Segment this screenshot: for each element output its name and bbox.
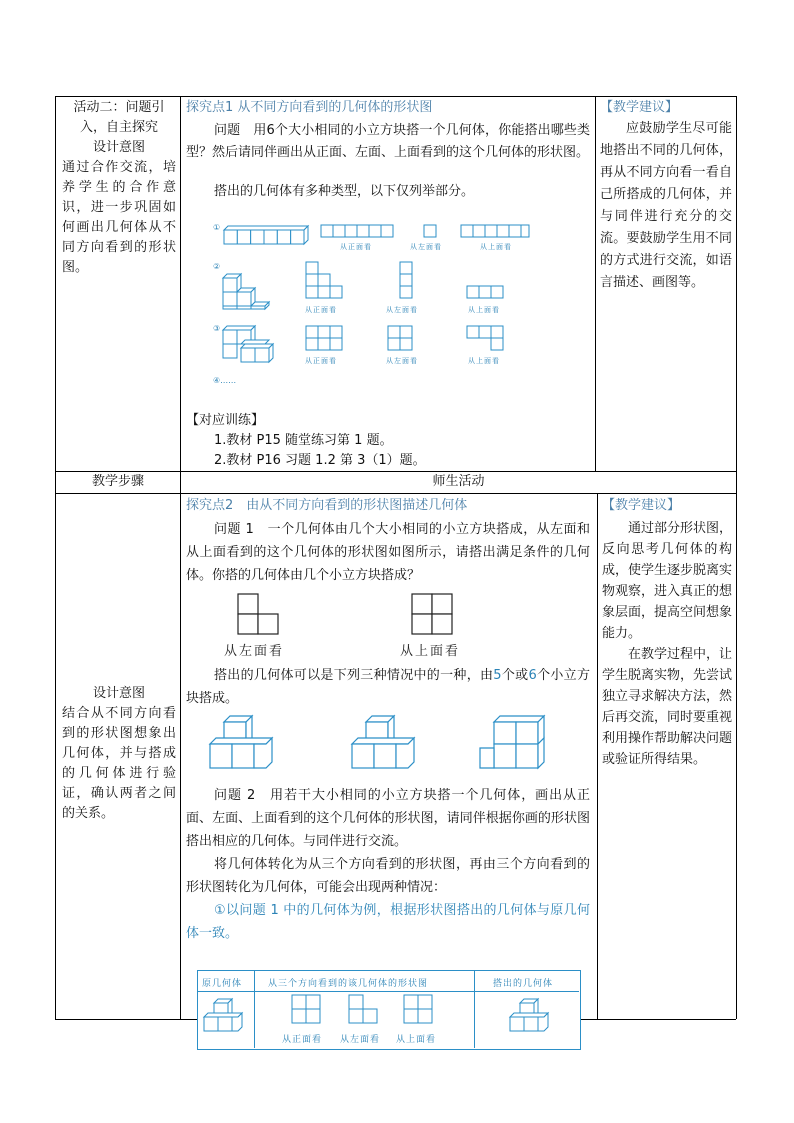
marker-3: ③ bbox=[213, 324, 221, 333]
view-caption-left-2: 从左面看 bbox=[386, 306, 418, 314]
answer-five: 5 bbox=[493, 668, 502, 683]
advice-title-2: 【教学建议】 bbox=[602, 498, 681, 513]
marker-2: ② bbox=[213, 262, 221, 271]
advice-title-1: 【教学建议】 bbox=[600, 100, 679, 115]
answer-pre: 搭出的几何体可以是下列三种情况中的一种，由 bbox=[214, 668, 494, 683]
practice-item-2: 2.教材 P16 习题 1.2 第 3（1）题。 bbox=[214, 453, 426, 468]
section-title-1: 探究点1 从不同方向看到的几何体的形状图 bbox=[186, 100, 433, 115]
inset-header-original: 原几何体 bbox=[202, 979, 243, 989]
header-steps: 教学步骤 bbox=[91, 474, 144, 489]
view-caption-left-1: 从左面看 bbox=[410, 243, 442, 251]
inset-caption-top: 从上面看 bbox=[396, 1035, 437, 1045]
q1-view-figures bbox=[230, 590, 480, 640]
design-intent-body: 通过合作交流，培养学生的合作意识，进一步巩固如何画出几何体从不同方向看到的形状图。 bbox=[62, 160, 176, 275]
activity-heading: 活动二：问题引入，自主探究 bbox=[73, 100, 165, 135]
problem-text: 问题 用6个大小相同的小立方块搭一个几何体，你能搭出哪些类型？然后请同伴画出从正面、左面、上面看到的这个几何体的形状图。 bbox=[186, 123, 590, 160]
design-intent-body-2: 结合从不同方向看到的形状图想象出几何体，并与搭成的几何体进行验证，确认两者之间的关系。 bbox=[62, 706, 176, 821]
answer-text bbox=[186, 664, 590, 710]
header-activity: 师生活动 bbox=[432, 474, 485, 489]
section-title-2: 探究点2 由从不同方向看到的形状图描述几何体 bbox=[186, 498, 468, 513]
inset-caption-left: 从左面看 bbox=[340, 1035, 381, 1045]
answer-post: 个小立方块搭成。 bbox=[186, 668, 590, 706]
answer-mid: 个或 bbox=[501, 668, 529, 683]
view-caption-front-1: 从正面看 bbox=[340, 243, 372, 251]
view-caption-front-3: 从正面看 bbox=[305, 357, 337, 365]
view-caption-top-3: 从上面看 bbox=[468, 357, 500, 365]
advice-body-1: 应鼓励学生尽可能地搭出不同的几何体，再从不同方向看一看自己所搭成的几何体，并与同伴进行充分的交流。要鼓励学生用不同的方式进行交流，如语言描述、画图等。 bbox=[600, 121, 732, 290]
view-caption-top-1: 从上面看 bbox=[480, 243, 512, 251]
question-2: 问题 2 用若干大小相同的小立方块搭一个几何体，画出从正面、左面、上面看到的这个几何体的形状图，请同伴根据你画的形状图搭出相应的几何体。与同伴进行交流。 bbox=[186, 788, 590, 849]
inset-header-built: 搭出的几何体 bbox=[493, 979, 554, 989]
marker-1: ① bbox=[213, 223, 221, 232]
marker-4: ④…… bbox=[213, 376, 237, 385]
practice-title: 【对应训练】 bbox=[186, 413, 265, 428]
answer-six: 6 bbox=[528, 668, 537, 683]
advice-body-2b: 在教学过程中，让学生脱离实物，先尝试独立寻求解决方法，然后再交流，同时要重视利用操作帮助解决问题或验证所得结果。 bbox=[602, 647, 733, 767]
q1-caption-left: 从左面看 bbox=[224, 644, 285, 659]
advice-body-2a: 通过部分形状图，反向思考几何体的构成，使学生逐步脱离实物观察，进入真正的想象层面，提高空间想象能力。 bbox=[602, 521, 733, 641]
result-text: 搭出的几何体有多种类型，以下仅列举部分。 bbox=[214, 184, 475, 199]
transform-paragraph: 将几何体转化为从三个方向看到的形状图，再由三个方向看到的形状图转化为几何体，可能会出现两种情况： bbox=[186, 857, 590, 895]
design-intent-label: 设计意图 bbox=[92, 140, 145, 155]
inset-header-views: 从三个方向看到的该几何体的形状图 bbox=[268, 979, 429, 989]
practice-item-1: 1.教材 P15 随堂练习第 1 题。 bbox=[214, 433, 393, 448]
question-1: 问题 1 一个几何体由几个大小相同的小立方块搭成，从左面和从上面看到的这个几何体的形状图如图所示，请搭出满足条件的几何体。你搭的几何体由几个小立方块搭成？ bbox=[186, 522, 590, 583]
design-intent-label-2: 设计意图 bbox=[92, 686, 145, 701]
case-1: ①以问题 1 中的几何体为例，根据形状图搭出的几何体与原几何体一致。 bbox=[186, 903, 590, 941]
q1-caption-top: 从上面看 bbox=[400, 644, 461, 659]
inset-caption-front: 从正面看 bbox=[282, 1035, 323, 1045]
view-caption-front-2: 从正面看 bbox=[305, 306, 337, 314]
figure-row-1 bbox=[220, 220, 530, 260]
view-caption-top-2: 从上面看 bbox=[468, 306, 500, 314]
view-caption-left-3: 从左面看 bbox=[386, 357, 418, 365]
inset-table bbox=[197, 970, 581, 1050]
answer-solids bbox=[206, 712, 566, 774]
